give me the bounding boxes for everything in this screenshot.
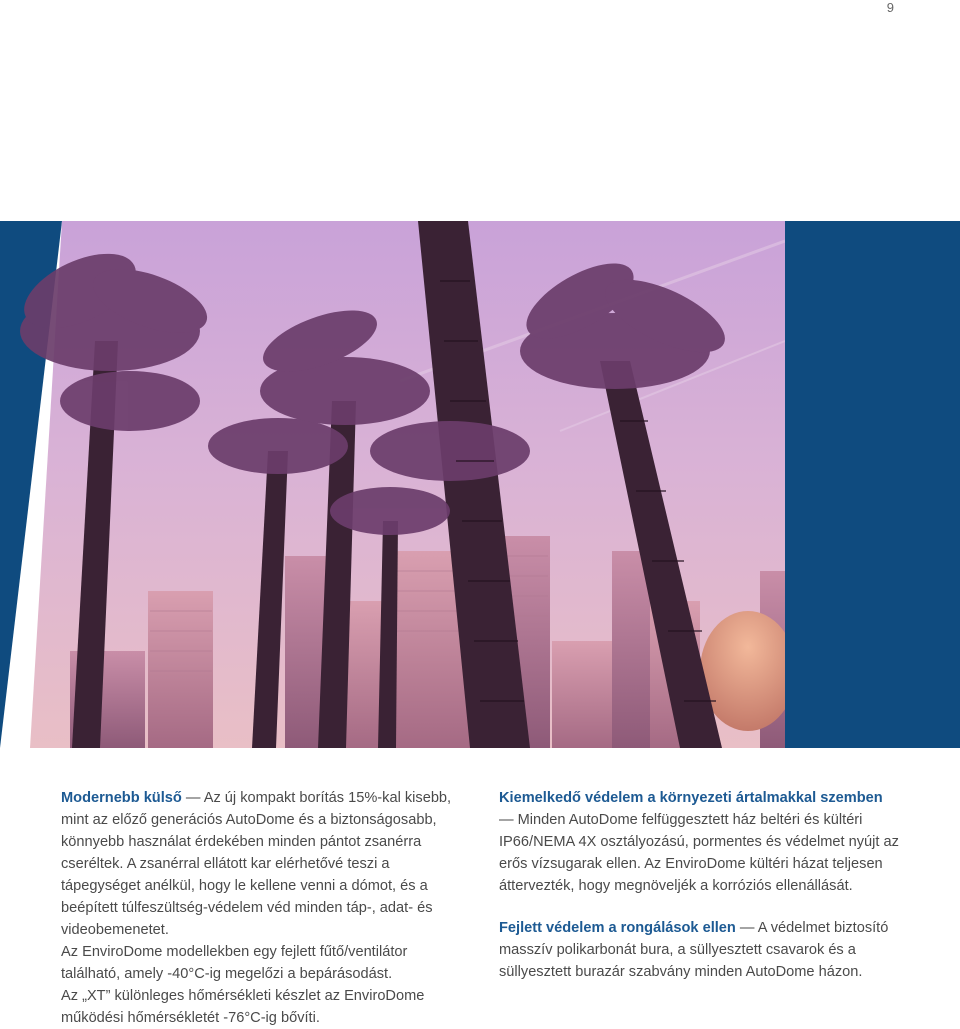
page-number: 9 [886, 0, 894, 15]
text-modern-exterior: — Az új kompakt borítás 15%-kal kisebb, mint az előző generációs AutoDome és a biztonságosabb, könnyebb használat érdekében minden pántot zsanérra cseréltek. A zsanérral ellátott kar elérhetővé teszi a tápegységet anélkül, hogy le kellene venni a dómot, és a beépített túlfeszültség-védelem véd minden táp-, adat- és videobemenetet. [61, 790, 452, 938]
paragraph-heater-fan: Az EnviroDome modellekben egy fejlett fűtő/ventilátor található, amely -40°C-ig megelőzi a bepárásodást. [61, 944, 408, 982]
lead-modern-exterior: Modernebb külső [61, 790, 182, 806]
lead-environment-protection: Kiemelkedő védelem a környezeti ártalmakkal szemben [499, 790, 883, 806]
photo-scene [13, 221, 796, 748]
palm-trees-photo-band [0, 221, 960, 748]
left-text-column [61, 787, 461, 1029]
right-text-column [499, 787, 899, 983]
paragraph-vandal-protection [499, 917, 899, 983]
paragraph-modern-exterior [61, 787, 461, 941]
palm-trees-city-photo [0, 221, 960, 748]
paragraph-xt-kit: Az „XT” különleges hőmérsékleti készlet az EnviroDome működési hőmérsékletét -76°C-ig bővíti. [61, 988, 425, 1026]
text-vandal-protection: — A védelmet biztosító masszív polikarbonát bura, a süllyesztett csavarok és a süllyesztett burazár szabvány minden AutoDome házon. [499, 920, 889, 980]
lead-vandal-protection: Fejlett védelem a rongálások ellen [499, 920, 736, 936]
text-environment-protection: — Minden AutoDome felfüggesztett ház beltéri és kültéri IP66/NEMA 4X osztályozású, pormentes és védelmet nyújt az erős vízsugarak ellen. Az EnviroDome kültéri házat teljesen áttervezték, hogy megnöveljék a korróziós ellenállását. [499, 812, 899, 894]
paragraph-environment-protection [499, 787, 899, 897]
